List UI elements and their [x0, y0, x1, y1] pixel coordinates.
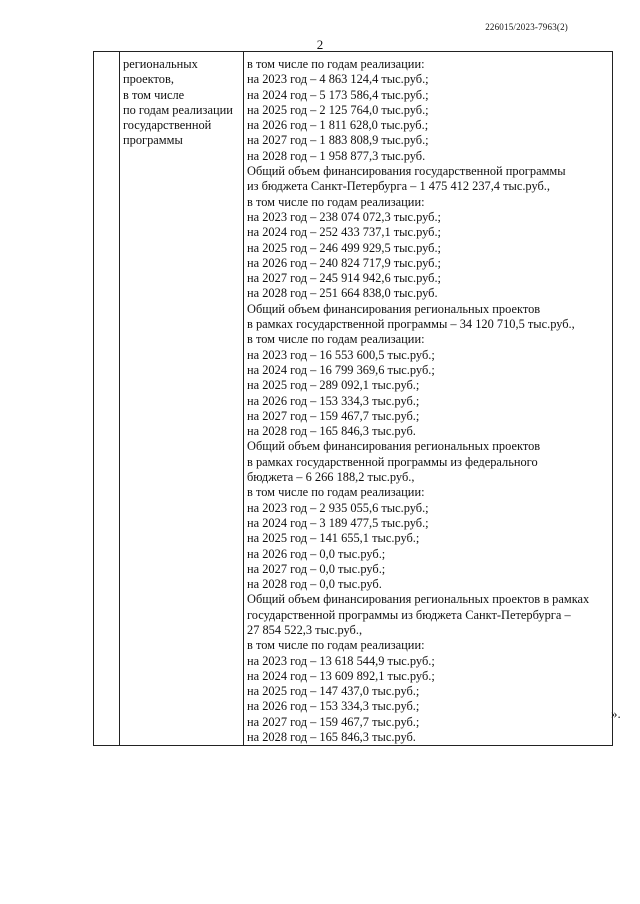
number-column-cell — [94, 52, 120, 746]
financing-line: на 2027 год – 0,0 тыс.руб.; — [247, 561, 386, 576]
financing-line: на 2024 год – 252 433 737,1 тыс.руб.; — [247, 225, 442, 240]
financing-line: на 2027 год – 1 883 808,9 тыс.руб.; — [247, 133, 429, 148]
financing-line: на 2026 год – 0,0 тыс.руб.; — [247, 546, 386, 561]
document-registration-number: 226015/2023-7963(2) — [485, 22, 568, 32]
financing-line: на 2027 год – 245 914 942,6 тыс.руб.; — [247, 271, 442, 286]
financing-line: на 2025 год – 2 125 764,0 тыс.руб.; — [247, 102, 429, 117]
financing-line: Общий объем финансирования региональных проектов — [247, 439, 541, 454]
financing-line: Общий объем финансирования региональных проектов в рамках — [247, 592, 590, 607]
label-line: государственной — [123, 118, 212, 133]
label-line: в том числе — [123, 87, 185, 102]
financing-line: на 2024 год – 13 609 892,1 тыс.руб.; — [247, 668, 435, 683]
financing-line: на 2023 год – 2 935 055,6 тыс.руб.; — [247, 500, 429, 515]
financing-line: на 2026 год – 153 334,3 тыс.руб.; — [247, 393, 420, 408]
financing-line: на 2024 год – 3 189 477,5 тыс.руб.; — [247, 515, 429, 530]
page-number: 2 — [316, 37, 324, 52]
financing-line: на 2025 год – 246 499 929,5 тыс.руб.; — [247, 240, 442, 255]
label-line: программы — [123, 133, 183, 148]
financing-line: в рамках государственной программы – 34 120 710,5 тыс.руб., — [247, 317, 575, 332]
financing-line: Общий объем финансирования региональных проектов — [247, 301, 541, 316]
financing-line: в том числе по годам реализации: — [247, 57, 425, 71]
financing-line: государственной программы из бюджета Санкт-Петербурга – — [247, 607, 571, 622]
financing-line: на 2025 год – 147 437,0 тыс.руб.; — [247, 684, 420, 699]
financing-line: на 2028 год – 0,0 тыс.руб. — [247, 577, 382, 592]
table-row — [94, 52, 613, 746]
financing-line: на 2028 год – 165 846,3 тыс.руб. — [247, 424, 416, 439]
financing-line: в том числе по годам реализации: — [247, 485, 425, 500]
financing-line: на 2023 год – 13 618 544,9 тыс.руб.; — [247, 653, 435, 668]
financing-line: на 2023 год – 16 553 600,5 тыс.руб.; — [247, 347, 435, 362]
financing-details-cell — [244, 52, 613, 746]
financing-line: на 2024 год – 16 799 369,6 тыс.руб.; — [247, 362, 435, 377]
financing-line: в том числе по годам реализации: — [247, 194, 425, 209]
financing-line: на 2028 год – 251 664 838,0 тыс.руб. — [247, 286, 438, 301]
financing-line: из бюджета Санкт-Петербурга – 1 475 412 237,4 тыс.руб., — [247, 179, 551, 194]
financing-table — [93, 51, 613, 746]
label-line: по годам реализации — [123, 102, 233, 117]
financing-line: на 2025 год – 289 092,1 тыс.руб.; — [247, 378, 420, 393]
financing-line: на 2025 год – 141 655,1 тыс.руб.; — [247, 531, 420, 546]
closing-quote-mark: ». — [611, 706, 621, 721]
financing-line: на 2024 год – 5 173 586,4 тыс.руб.; — [247, 87, 429, 102]
label-column-cell — [120, 52, 244, 746]
financing-line: на 2027 год – 159 467,7 тыс.руб.; — [247, 714, 420, 729]
label-line: проектов, — [123, 72, 174, 87]
label-line: региональных — [123, 57, 198, 71]
financing-line: на 2023 год – 238 074 072,3 тыс.руб.; — [247, 209, 442, 224]
financing-line: на 2023 год – 4 863 124,4 тыс.руб.; — [247, 72, 429, 87]
financing-line: на 2026 год – 240 824 717,9 тыс.руб.; — [247, 255, 442, 270]
financing-line: на 2026 год – 1 811 628,0 тыс.руб.; — [247, 118, 429, 133]
financing-line: в рамках государственной программы из федерального — [247, 454, 538, 469]
financing-line: на 2027 год – 159 467,7 тыс.руб.; — [247, 408, 420, 423]
financing-line: на 2026 год – 153 334,3 тыс.руб.; — [247, 699, 420, 714]
financing-line: на 2028 год – 1 958 877,3 тыс.руб. — [247, 148, 426, 163]
financing-line: Общий объем финансирования государственной программы — [247, 164, 566, 179]
financing-line: в том числе по годам реализации: — [247, 638, 425, 653]
financing-line: в том числе по годам реализации: — [247, 332, 425, 347]
financing-line: на 2028 год – 165 846,3 тыс.руб. — [247, 730, 416, 745]
financing-line: 27 854 522,3 тыс.руб., — [247, 622, 363, 637]
financing-line: бюджета – 6 266 188,2 тыс.руб., — [247, 470, 415, 485]
